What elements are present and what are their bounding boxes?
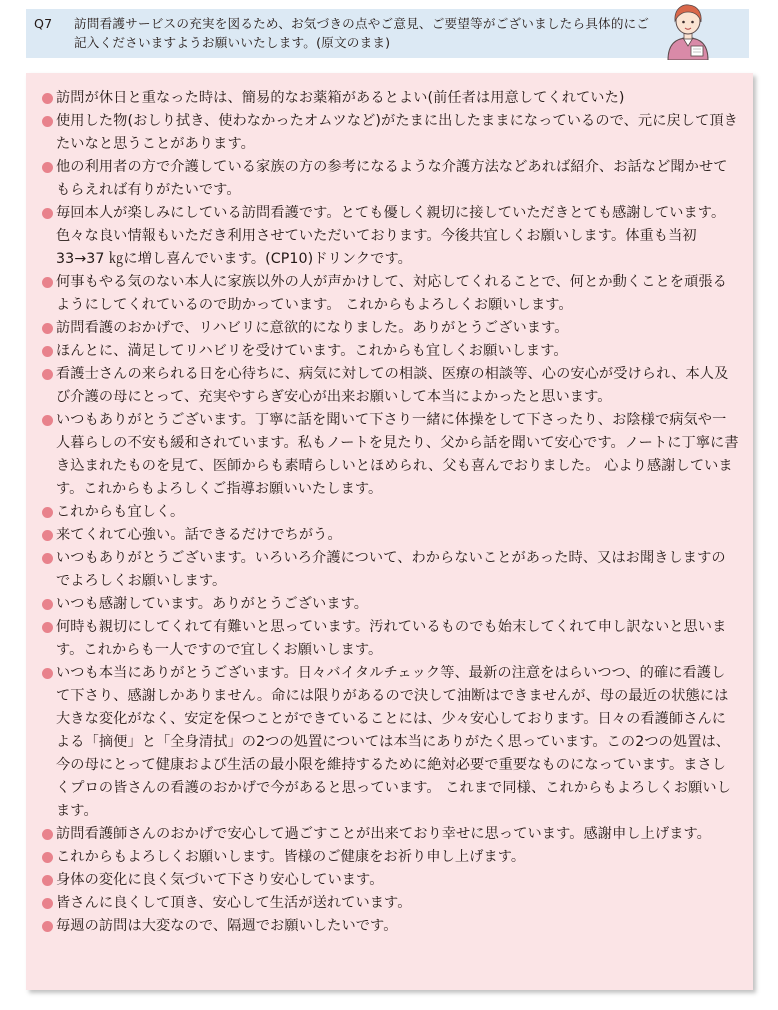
answer-text: 訪問が休日と重なった時は、簡易的なお薬箱があるとよい(前任者は用意してくれていた) <box>56 90 625 106</box>
answer-item <box>42 110 739 156</box>
answer-item <box>42 892 739 915</box>
pink-circle-bullet-icon <box>42 829 53 840</box>
answer-text: 毎週の訪問は大変なので、隔週でお願いしたいです。 <box>56 918 398 934</box>
question-box <box>26 9 749 58</box>
answers-list <box>42 87 739 938</box>
answer-item <box>42 846 739 869</box>
answer-text: 他の利用者の方で介護している家族の方の参考になるような介護方法などあれば紹介、お話など聞かせてもらえれば有りがたいです。 <box>56 159 728 198</box>
answers-box <box>26 73 753 990</box>
pink-circle-bullet-icon <box>42 116 53 127</box>
answer-item <box>42 869 739 892</box>
pink-circle-bullet-icon <box>42 369 53 380</box>
answer-text: これからも宜しく。 <box>56 504 185 520</box>
answer-item <box>42 547 739 593</box>
answer-text: いつも感謝しています。ありがとうございます。 <box>56 596 369 612</box>
answer-text: 皆さんに良くして頂き、安心して生活が送れています。 <box>56 895 412 911</box>
answer-item <box>42 662 739 823</box>
answer-item <box>42 524 739 547</box>
answer-item <box>42 156 739 202</box>
answer-text: 毎回本人が楽しみにしている訪問看護です。とても優しく親切に接していただきとても感謝しています。 色々な良い情報もいただき利用させていただいております。今後共宜しくお願いします。体重も当初 33→37 ㎏に増し喜んでいます。(CP10)ドリンクです。 <box>56 205 733 267</box>
answer-item <box>42 501 739 524</box>
pink-circle-bullet-icon <box>42 921 53 932</box>
answer-item <box>42 340 739 363</box>
pink-circle-bullet-icon <box>42 852 53 863</box>
pink-circle-bullet-icon <box>42 346 53 357</box>
pink-circle-bullet-icon <box>42 323 53 334</box>
answer-text: 使用した物(おしり拭き、使わなかったオムツなど)がたまに出したままになっているので、元に戻して頂きたいなと思うことがあります。 <box>56 113 738 152</box>
answer-text: いつもありがとうございます。丁寧に話を聞いて下さり一緒に体操をして下さったり、お陰様で病気や一人暮らしの不安も緩和されています。私もノートを見たり、父から話を聞いて安心です。ノートに丁寧に書き込まれたものを見て、医師からも素晴らしいとほめられ、父も喜んでおりました。 心より感謝しています。これからもよろしくご指導お願いいたします。 <box>56 412 739 497</box>
answer-item <box>42 271 739 317</box>
pink-circle-bullet-icon <box>42 599 53 610</box>
answer-item <box>42 202 739 271</box>
question-label: Q7 <box>34 16 53 31</box>
answer-text: いつも本当にありがとうございます。日々バイタルチェック等、最新の注意をはらいつつ、的確に看護して下さり、感謝しかありません。命には限りがあるので決して油断はできませんが、母の最近の状態には大きな変化がなく、安定を保つことができていることには、少々安心しております。日々の看護師さんによる「摘便」と「全身清拭」の2つの処置については本当にありがたく思っています。この2つの処置は、今の母にとって健康および生活の最小限を維持するために絶対必要で重要なものになっています。まさしくプロの皆さんの看護のおかげで今があると思っています。 これまで同様、これからもよろしくお願いします。 <box>56 665 731 819</box>
answer-text: 何時も親切にしてくれて有難いと思っています。汚れているものでも始末してくれて申し訳ないと思います。これからも一人ですので宜しくお願いします。 <box>56 619 727 658</box>
answer-text: いつもありがとうございます。いろいろ介護について、わからないことがあった時、又はお聞きしますのでよろしくお願いします。 <box>56 550 726 589</box>
pink-circle-bullet-icon <box>42 277 53 288</box>
answer-text: 訪問看護師さんのおかげで安心して過ごすことが出来ており幸せに思っています。感謝申し上げます。 <box>56 826 711 842</box>
answer-item <box>42 593 739 616</box>
pink-circle-bullet-icon <box>42 507 53 518</box>
question-text: 訪問看護サービスの充実を図るため、お気づきの点やご意見、ご要望等がございましたら具体的にご記入くださいますようお願いいたします。(原文のまま) <box>74 16 650 50</box>
pink-circle-bullet-icon <box>42 622 53 633</box>
pink-circle-bullet-icon <box>42 898 53 909</box>
answer-item <box>42 823 739 846</box>
answer-item <box>42 363 739 409</box>
pink-circle-bullet-icon <box>42 93 53 104</box>
answer-text: 身体の変化に良く気づいて下さり安心しています。 <box>56 872 384 888</box>
answer-text: 訪問看護のおかげで、リハビリに意欲的になりました。ありがとうございます。 <box>56 320 569 336</box>
answer-text: 看護士さんの来られる日を心待ちに、病気に対しての相談、医療の相談等、心の安心が受けられ、本人及び介護の母にとって、充実やすらぎ安心が出来お願いして本当によかったと思います。 <box>56 366 729 405</box>
answer-item <box>42 409 739 501</box>
answer-text: 来てくれて心強い。話できるだけでちがう。 <box>56 527 342 543</box>
question-row <box>34 14 659 52</box>
pink-circle-bullet-icon <box>42 668 53 679</box>
pink-circle-bullet-icon <box>42 553 53 564</box>
pink-circle-bullet-icon <box>42 208 53 219</box>
answer-item <box>42 915 739 938</box>
answer-text: 何事もやる気のない本人に家族以外の人が声かけして、対応してくれることで、何とか動くことを頑張るようにしてくれているので助かっています。 これからもよろしくお願いします。 <box>56 274 727 313</box>
pink-circle-bullet-icon <box>42 162 53 173</box>
answer-text: これからもよろしくお願いします。皆様のご健康をお祈り申し上げます。 <box>56 849 526 865</box>
answer-item <box>42 317 739 340</box>
pink-circle-bullet-icon <box>42 530 53 541</box>
answer-item <box>42 616 739 662</box>
nurse-illustration-icon <box>664 2 712 60</box>
pink-circle-bullet-icon <box>42 875 53 886</box>
answer-text: ほんとに、満足してリハビリを受けています。これからも宜しくお願いします。 <box>56 343 568 359</box>
pink-circle-bullet-icon <box>42 415 53 426</box>
answer-item <box>42 87 739 110</box>
